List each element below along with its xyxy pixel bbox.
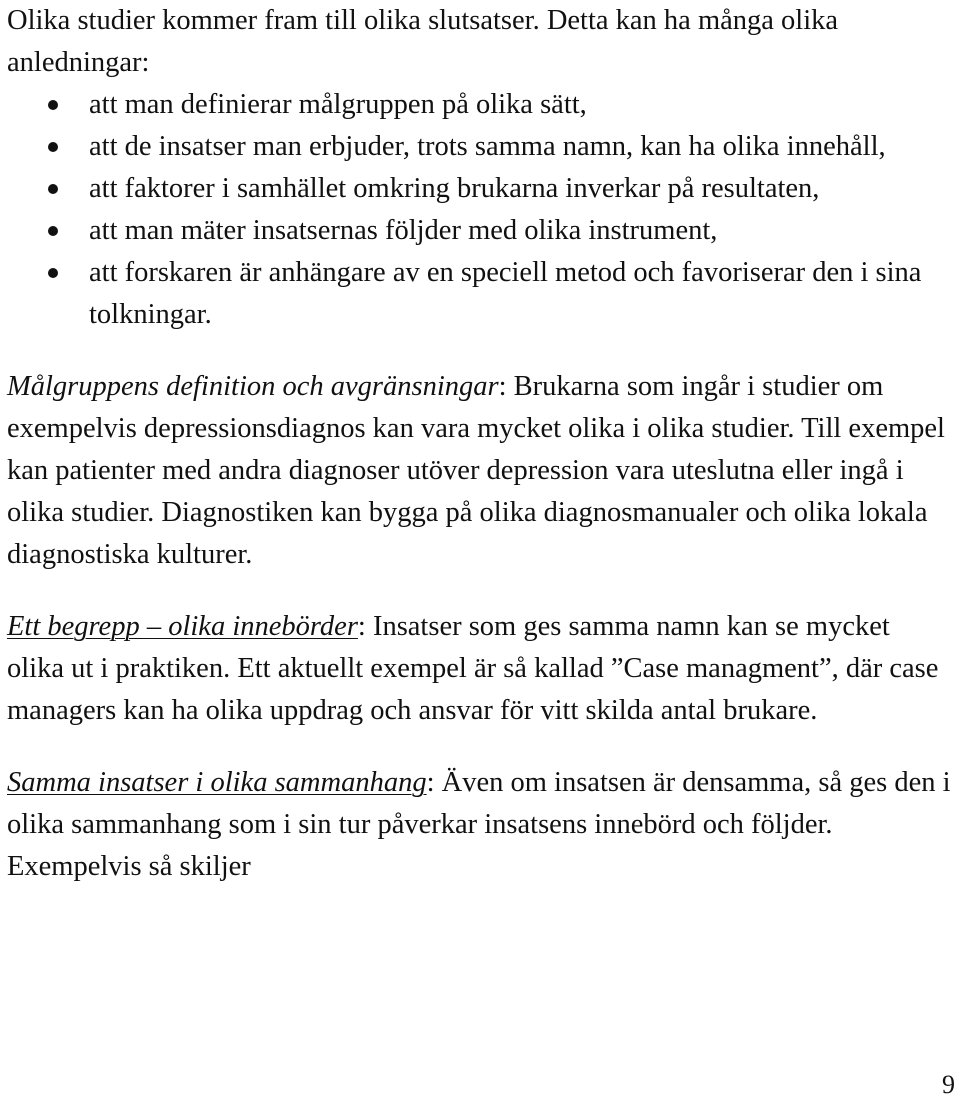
list-item-text: att de insatser man erbjuder, trots samma namn, kan ha olika innehåll, [89,131,886,162]
list-item [89,168,952,210]
list-item [89,252,952,336]
document-page [7,0,952,888]
section-heading: Ett begrepp – olika innebörder [7,611,358,642]
section-heading-colon: : [498,371,507,402]
section-heading-colon: : [357,611,366,642]
section-body: Brukarna som ingår i studier om exempelvis depressionsdiagnos kan vara mycket olika i olika studier. Till exempel kan patienter med andra diagnoser utöver depression vara uteslutna eller ingå i olika studier. Diagnostiken kan bygga på olika diagnosmanualer och olika lokala diagnostiska kulturer. [7,371,945,570]
bullet-icon [48,100,58,110]
list-item-text: att forskaren är anhängare av en speciell metod och favoriserar den i sina tolkningar. [89,257,922,330]
section-body: Även om insatsen är densamma, så ges den i olika sammanhang som i sin tur påverkar insatsens innebörd och följder. Exempelvis så skiljer [7,767,951,882]
bullet-icon [48,142,58,152]
bullet-icon [48,268,58,278]
list-item [89,126,952,168]
list-item [89,210,952,252]
list-item [89,84,952,126]
section-heading-colon: : [426,767,435,798]
section-one-concept [7,606,952,732]
list-item-text: att man mäter insatsernas följder med olika instrument, [89,215,718,246]
section-body: Insatser som ges samma namn kan se mycket olika ut i praktiken. Ett aktuellt exempel är så kallad ”Case managment”, där case managers kan ha olika uppdrag och ansvar för vitt skilda antal brukare. [7,611,939,726]
bullet-icon [48,184,58,194]
paragraph-gap [7,732,952,762]
list-item-text: att man definierar målgruppen på olika sätt, [89,89,587,120]
section-heading: Målgruppens definition och avgränsningar [7,371,499,402]
section-target-group [7,366,952,576]
paragraph-gap [7,576,952,606]
reasons-list [7,84,952,336]
section-heading: Samma insatser i olika sammanhang [7,767,427,798]
page-number: 9 [942,1070,955,1099]
list-item-text: att faktorer i samhället omkring brukarna inverkar på resultaten, [89,173,820,204]
intro-paragraph: Olika studier kommer fram till olika slutsatser. Detta kan ha många olika anledningar: [7,5,839,78]
bullet-icon [48,226,58,236]
section-same-interventions [7,762,952,888]
paragraph-gap [7,336,952,366]
